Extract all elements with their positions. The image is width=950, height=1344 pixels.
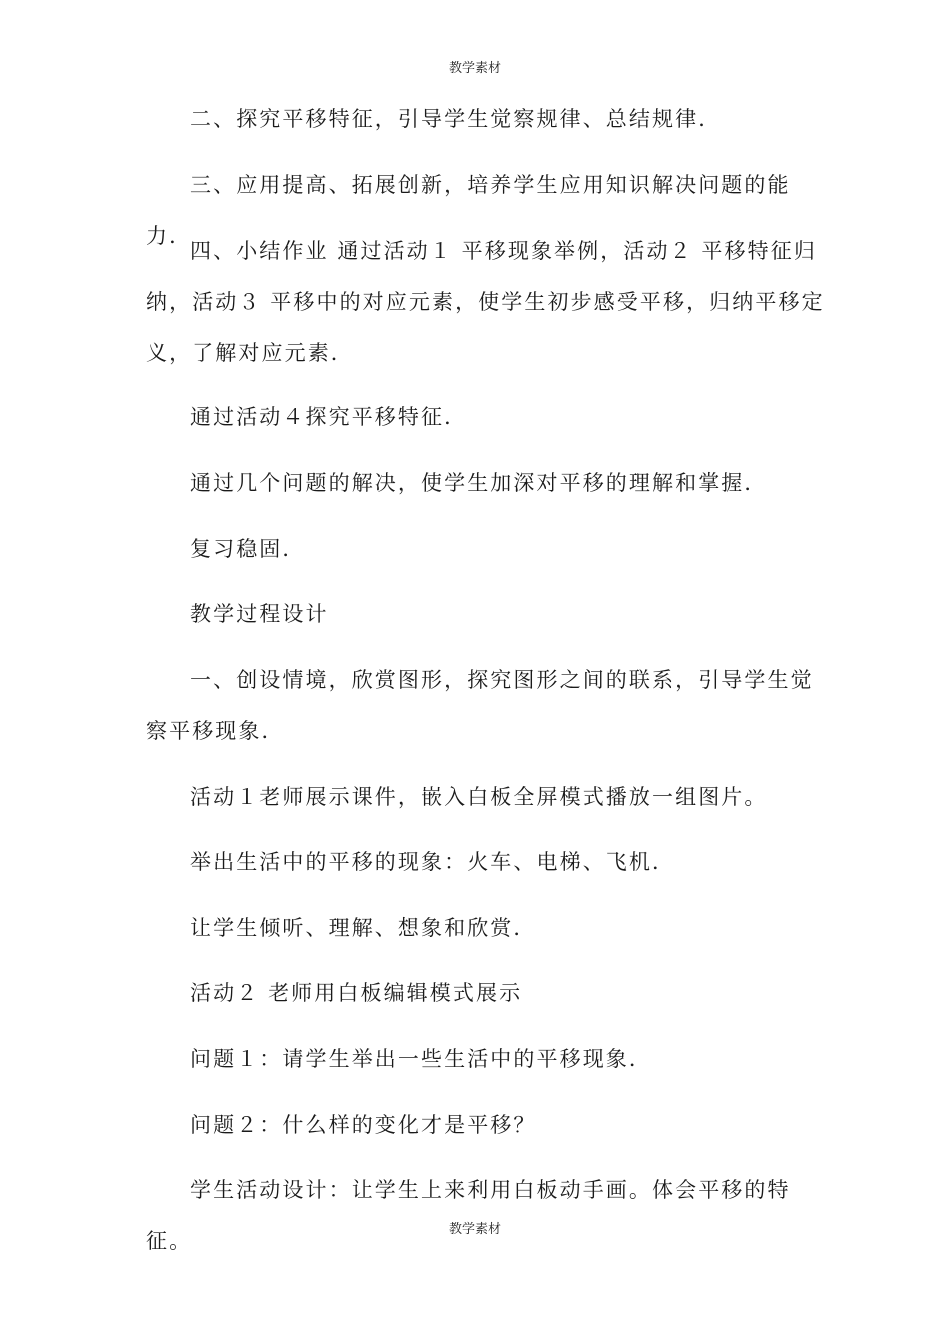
paragraph-4: 通过活动４探究平移特征． — [190, 405, 468, 429]
paragraph-8: 一、创设情境，欣赏图形，探究图形之间的联系，引导学生觉察平移现象． — [146, 668, 814, 743]
paragraph-2: 三、应用提高、拓展创新，培养学生应用知识解决问题的能力． — [146, 173, 791, 248]
section-heading: 教学过程设计 — [190, 602, 329, 626]
paragraph-6: 复习稳固． — [190, 537, 306, 561]
paragraph-5: 通过几个问题的解决，使学生加深对平移的理解和掌握． — [190, 471, 768, 495]
paragraph-15: 学生活动设计：让学生上来利用白板动手画。体会平移的特征。 — [146, 1178, 791, 1253]
paragraph-3: 四、小结作业 通过活动１ 平移现象举例，活动２ 平移特征归纳，活动３ 平移中的对应元素，使学生初步感受平移，归纳平移定义，了解对应元素． — [146, 239, 825, 365]
paragraph-9: 活动１老师展示课件，嵌入白板全屏模式播放一组图片。 — [190, 785, 768, 809]
paragraph-14: 问题２：什么样的变化才是平移？ — [190, 1113, 537, 1137]
paragraph-10: 举出生活中的平移的现象：火车、电梯、飞机． — [190, 850, 676, 874]
paragraph-11: 让学生倾听、理解、想象和欣赏． — [190, 916, 537, 940]
page-footer: 教学素材 — [448, 1222, 501, 1237]
paragraph-12: 活动２ 老师用白板编辑模式展示 — [190, 981, 523, 1005]
paragraph-13: 问题１：请学生举出一些生活中的平移现象． — [190, 1047, 652, 1071]
paragraph-1: 二、探究平移特征，引导学生觉察规律、总结规律． — [190, 107, 722, 131]
page-header: 教学素材 — [448, 61, 501, 76]
